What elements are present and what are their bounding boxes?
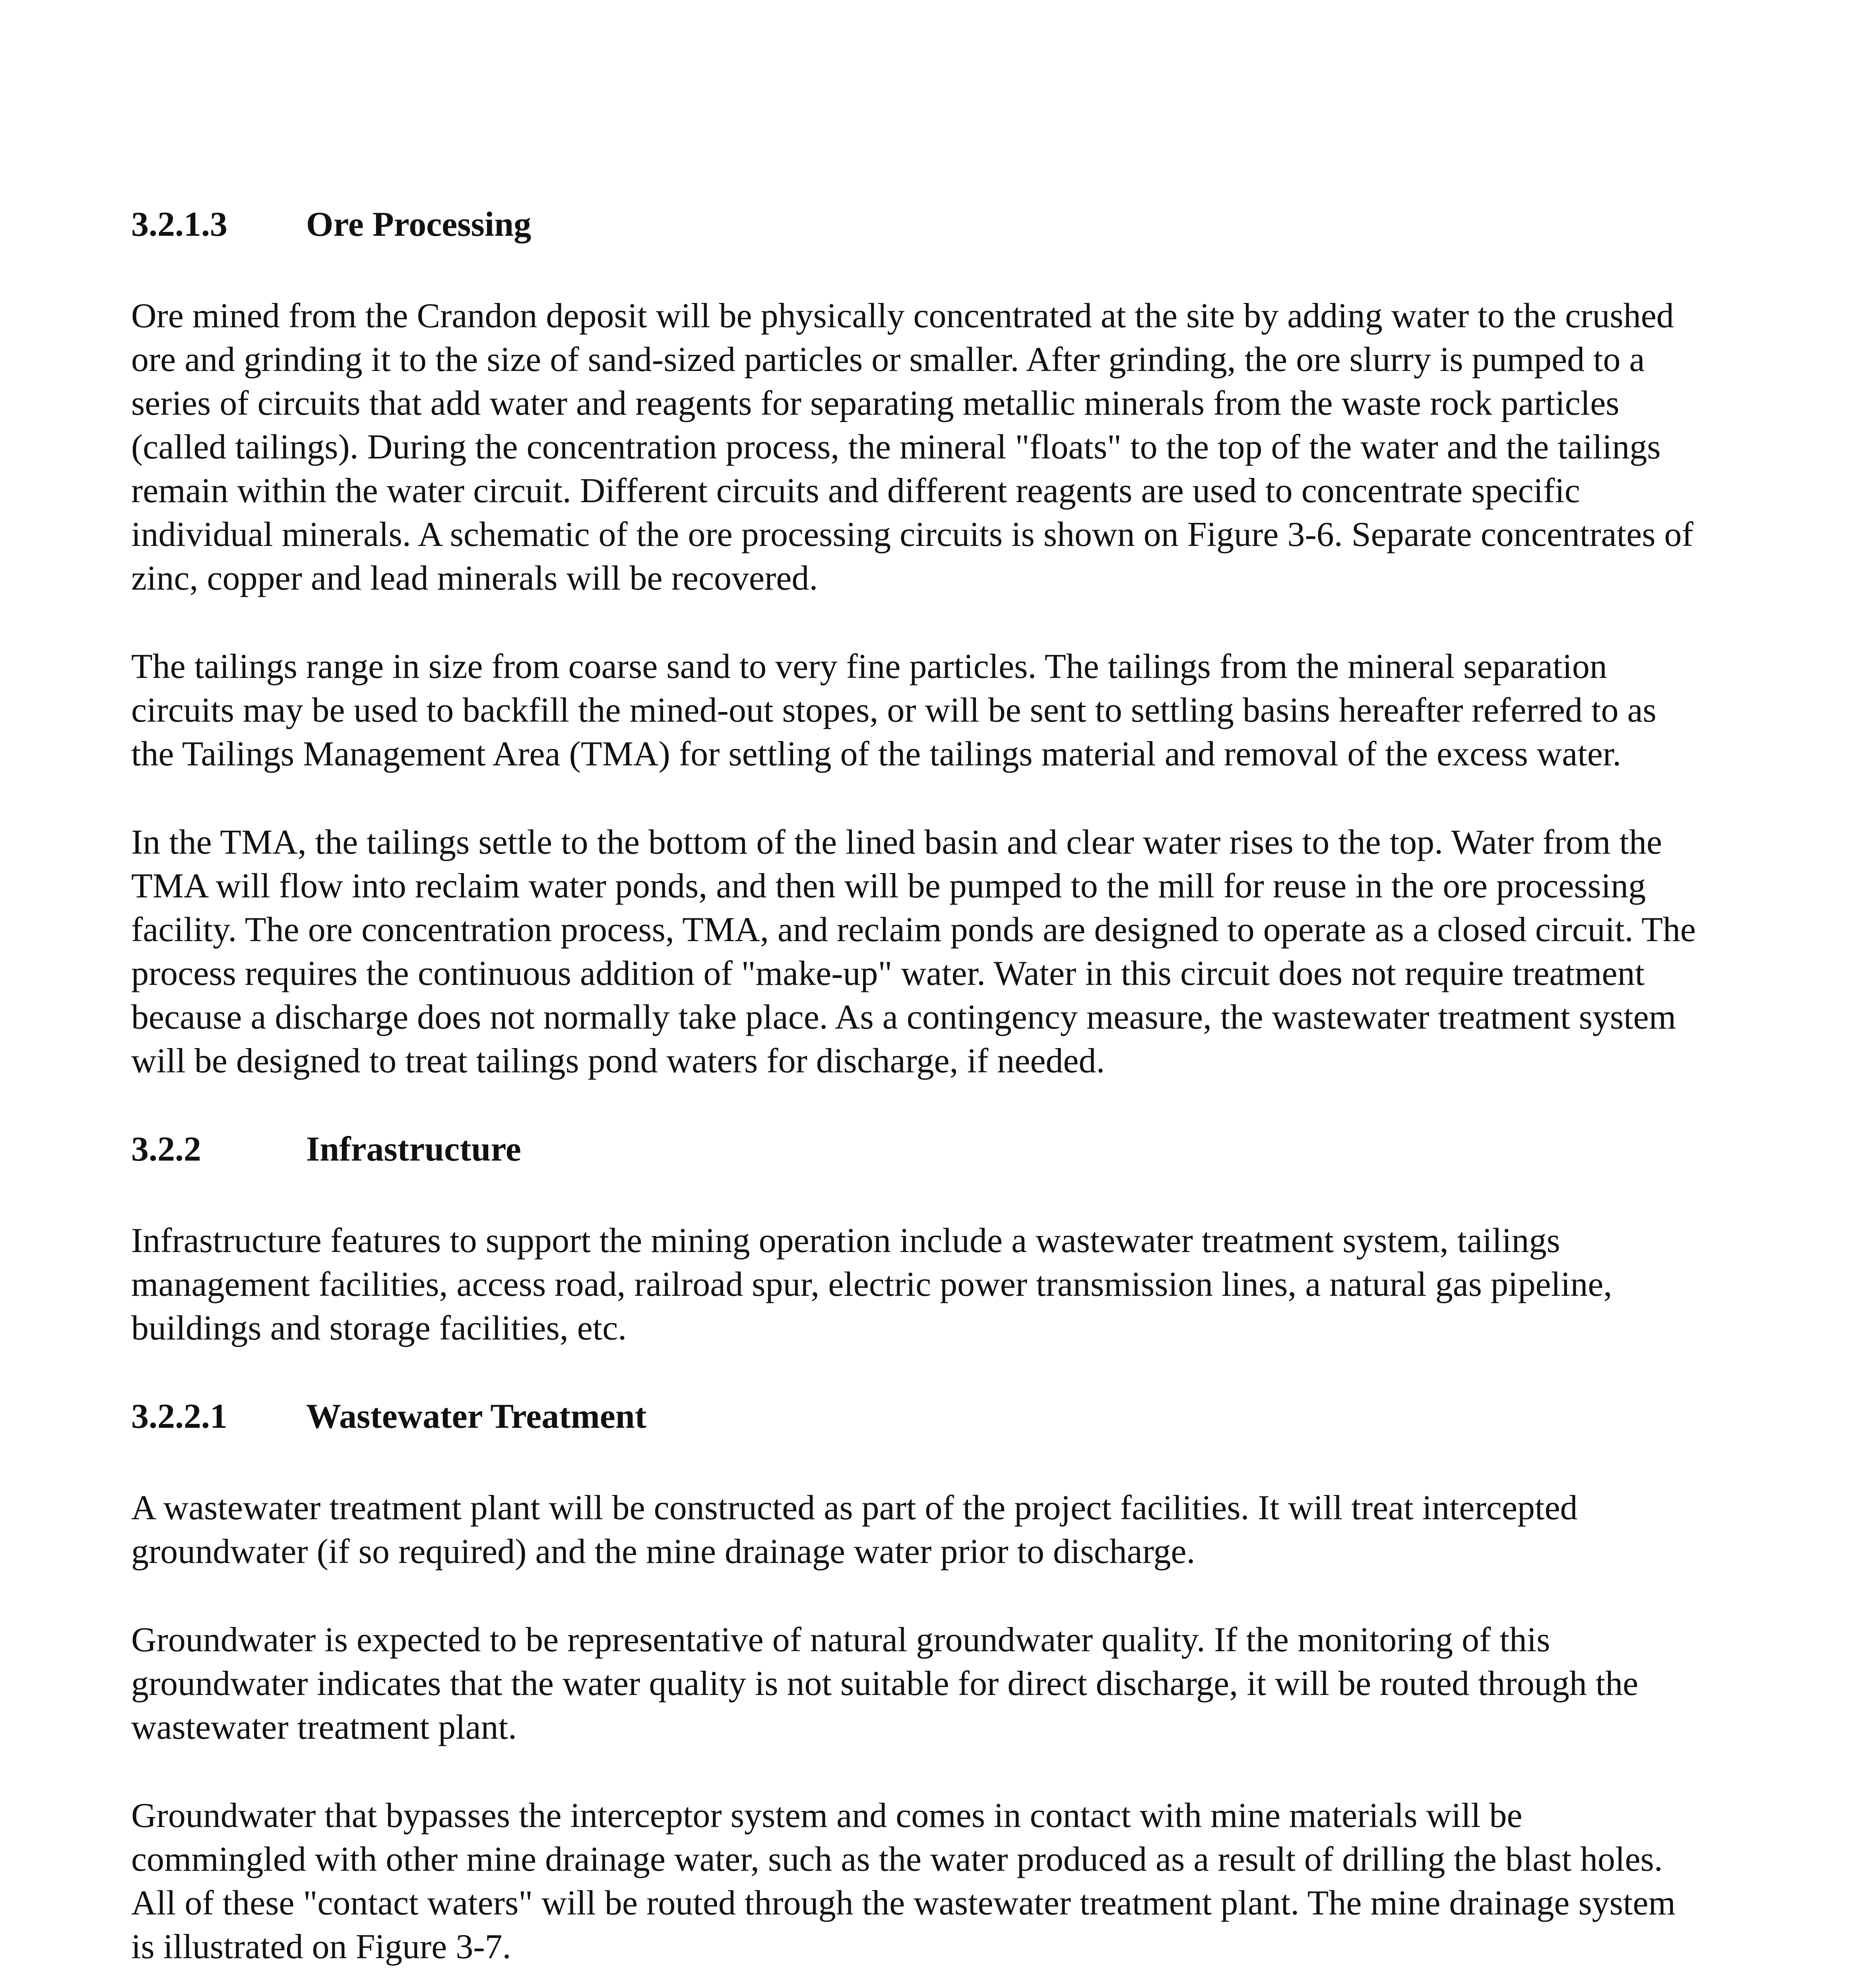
paragraph: Groundwater that bypasses the interceptor system and comes in contact with mine materials will be commingled with other mine drainage water, such as the water produced as a result of drilling the blast holes. All of these "contact waters" will be routed through the wastewater treatment plant. The mine drainage system is illustrated on Figure 3-7. [131, 1796, 1676, 1966]
section-title: Ore Processing [306, 205, 532, 244]
paragraph: Ore mined from the Crandon deposit will be physically concentrated at the site by adding water to the crushed ore and grinding it to the size of sand-sized particles or smaller. After grinding, the ore slurry is pumped to a series of circuits that add water and reagents for separating metallic minerals from the waste rock particles (called tailings). During the concentration process, the mineral "floats" to the top of the water and the tailings remain within the water circuit. Different circuits and different reagents are used to concentrate specific individual minerals. A schematic of the ore processing circuits is shown on Figure 3-6. Separate concentrates of zinc, copper and lead minerals will be recovered. [131, 297, 1694, 598]
section-number: 3.2.1.3 [131, 205, 227, 244]
section-title: Wastewater Treatment [306, 1397, 647, 1436]
section-number: 3.2.2.1 [131, 1397, 227, 1436]
section-ore-processing [131, 203, 1705, 1083]
paragraph: In the TMA, the tailings settle to the bottom of the lined basin and clear water rises to the top. Water from the TMA will flow into reclaim water ponds, and then will be pumped to the mill for reuse in the ore processing facility. The ore concentration process, TMA, and reclaim ponds are designed to operate as a closed circuit. The process requires the continuous addition of "make-up" water. Water in this circuit does not require treatment because a discharge does not normally take place. As a contingency measure, the wastewater treatment system will be designed to treat tailings pond waters for discharge, if needed. [131, 823, 1696, 1080]
page-body [131, 203, 1705, 1988]
section-number: 3.2.2 [131, 1130, 201, 1169]
paragraph: A wastewater treatment plant will be constructed as part of the project facilities. It will treat intercepted groundwater (if so required) and the mine drainage water prior to discharge. [131, 1489, 1578, 1571]
section-heading [131, 1128, 1705, 1171]
section-heading [131, 1395, 1705, 1439]
paragraph: Groundwater is expected to be representative of natural groundwater quality. If the monitoring of this groundwater indicates that the water quality is not suitable for direct discharge, it will be routed through the wastewater treatment plant. [131, 1621, 1639, 1747]
paragraph: The tailings range in size from coarse sand to very fine particles. The tailings from the mineral separation circuits may be used to backfill the mined-out stopes, or will be sent to settling basins hereafter referred to as the Tailings Management Area (TMA) for settling of the tailings material and removal of the excess water. [131, 647, 1657, 773]
section-heading [131, 203, 1705, 247]
section-infrastructure [131, 1128, 1705, 1350]
section-title: Infrastructure [306, 1130, 521, 1169]
section-wastewater-treatment [131, 1395, 1705, 1988]
paragraph: Infrastructure features to support the mining operation include a wastewater treatment system, tailings management facilities, access road, railroad spur, electric power transmission lines, a natural gas pipeline, buildings and storage facilities, etc. [131, 1221, 1612, 1347]
